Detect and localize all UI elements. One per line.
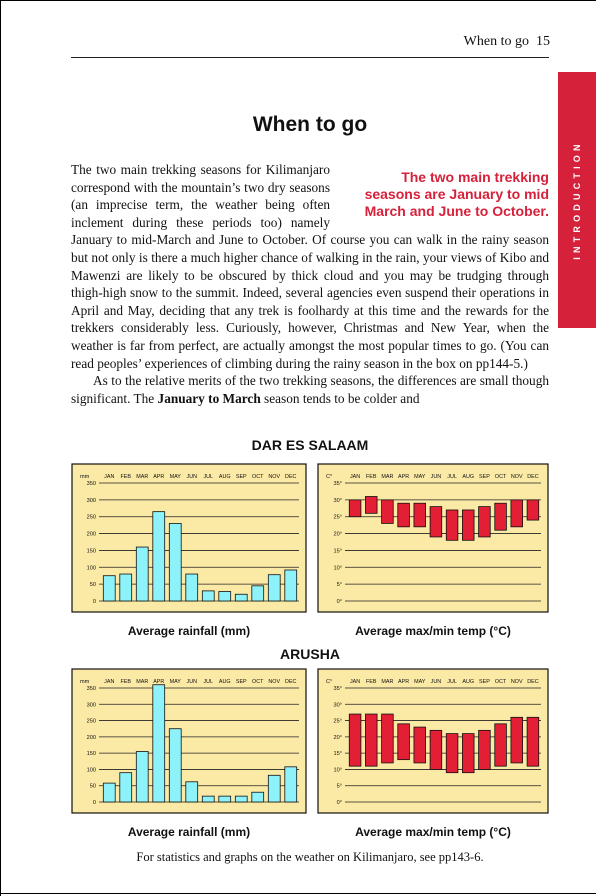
temp-range-bar	[527, 500, 539, 520]
month-label: NOV	[268, 679, 281, 685]
page-number: 15	[536, 34, 550, 49]
y-tick-label: 5°	[336, 783, 342, 790]
month-label: APR	[153, 474, 165, 480]
y-tick-label: 250	[86, 514, 96, 521]
temp-range-bar	[414, 727, 426, 763]
temp-range-bar	[495, 503, 507, 530]
month-label: OCT	[252, 474, 264, 480]
caption-dar-rainfall: Average rainfall (mm)	[127, 624, 251, 638]
rainfall-bar	[186, 782, 198, 802]
rainfall-bar	[219, 796, 231, 802]
page-title: When to go	[252, 113, 368, 136]
temp-range-bar	[527, 717, 539, 766]
month-label: FEB	[366, 474, 377, 480]
y-tick-label: 10°	[333, 565, 342, 572]
temp-range-bar	[479, 507, 491, 537]
y-tick-label: 50	[89, 582, 96, 589]
month-label: APR	[398, 679, 410, 685]
y-tick-label: 150	[86, 548, 96, 555]
temp-range-bar	[365, 496, 377, 513]
y-tick-label: 0	[92, 599, 96, 605]
month-label: SEP	[235, 474, 247, 480]
chart-dar-temp	[317, 463, 549, 613]
y-tick-label: 200	[86, 734, 96, 741]
rainfall-bar	[136, 547, 148, 601]
month-label: JUN	[186, 679, 197, 685]
month-label: AUG	[462, 474, 475, 480]
month-label: MAY	[414, 679, 426, 685]
temp-range-bar	[349, 714, 361, 766]
rainfall-bar	[169, 729, 181, 802]
y-tick-label: 35°	[333, 481, 342, 487]
axis-unit-label: mm	[80, 474, 90, 480]
month-label: JUL	[203, 679, 214, 685]
temp-range-bar	[446, 510, 458, 540]
month-label: JUL	[447, 474, 457, 480]
y-tick-label: 30°	[333, 497, 342, 504]
month-label: AUG	[462, 679, 475, 685]
y-tick-label: 100	[86, 565, 96, 572]
caption-dar-temp: Average max/min temp (°C)	[355, 624, 511, 638]
paragraph-2-end: season tends to be colder and	[260, 390, 420, 406]
month-label: NOV	[510, 679, 523, 685]
month-label: JAN	[104, 679, 115, 685]
page-border-bottom	[0, 893, 596, 894]
chart-arusha-temp	[317, 668, 549, 814]
pull-quote: The two main trekking seasons are January to mid March and June to October.	[364, 169, 549, 219]
paragraph-1	[71, 161, 549, 372]
y-tick-label: 300	[86, 497, 96, 504]
y-tick-label: 50	[89, 783, 96, 790]
y-tick-label: 25°	[333, 514, 342, 521]
month-label: APR	[398, 474, 410, 480]
month-label: MAY	[169, 474, 181, 480]
y-tick-label: 0°	[336, 599, 342, 605]
temp-range-bar	[365, 714, 377, 766]
city-heading-dar: DAR ES SALAAM	[251, 437, 369, 453]
axis-unit-label: mm	[80, 679, 90, 685]
rainfall-bar	[285, 570, 297, 601]
month-label: OCT	[494, 679, 507, 685]
rainfall-bar	[252, 792, 264, 802]
month-label: AUG	[218, 679, 231, 685]
temp-range-bar	[462, 734, 474, 773]
temp-range-bar	[511, 500, 523, 527]
month-label: SEP	[479, 474, 490, 480]
rainfall-bar	[103, 783, 115, 802]
y-tick-label: 5°	[336, 582, 342, 589]
y-tick-label: 150	[86, 751, 96, 758]
month-label: MAR	[381, 679, 394, 685]
temp-range-bar	[382, 714, 394, 763]
section-tab	[558, 72, 596, 328]
paragraph-2	[71, 372, 549, 407]
y-tick-label: 100	[86, 767, 96, 774]
y-tick-label: 30°	[333, 702, 342, 709]
temp-range-bar	[414, 503, 426, 527]
month-label: FEB	[366, 679, 377, 685]
y-tick-label: 15°	[333, 548, 342, 555]
y-tick-label: 10°	[333, 767, 342, 774]
temp-range-bar	[511, 717, 523, 763]
month-label: DEC	[285, 474, 297, 480]
temp-range-bar	[495, 724, 507, 766]
month-label: SEP	[479, 679, 490, 685]
month-label: MAR	[136, 679, 149, 685]
rainfall-bar	[202, 796, 214, 802]
y-tick-label: 0°	[336, 800, 342, 806]
y-tick-label: 300	[86, 702, 96, 709]
month-label: AUG	[218, 474, 231, 480]
rainfall-bar	[153, 685, 165, 802]
month-label: JUL	[447, 679, 457, 685]
month-label: MAY	[414, 474, 426, 480]
caption-arusha-rainfall: Average rainfall (mm)	[127, 825, 251, 839]
rainfall-bar	[169, 523, 181, 601]
month-label: JUN	[430, 474, 442, 480]
running-head	[464, 34, 550, 50]
rainfall-bar	[268, 775, 280, 802]
temp-range-bar	[430, 730, 442, 769]
month-label: DEC	[285, 679, 297, 685]
section-tab-label: INTRODUCTION	[572, 140, 582, 260]
month-label: JAN	[349, 474, 361, 480]
rainfall-bar	[186, 574, 198, 601]
paragraph-2-bold: January to March	[157, 390, 261, 406]
axis-unit-label: C°	[326, 474, 333, 480]
chart-arusha-rainfall	[71, 668, 307, 814]
y-tick-label: 250	[86, 718, 96, 725]
paragraph-1-text: The two main trekking seasons for Kilimanjaro correspond with the mountain’s two dry seasons (an imprecise term, the weather being often inclement during these periods too) namely January to mid-March and June to October. Of course you can walk in the rainy season but not only is there a much higher chance of walking in the rain, your views of Kibo and Mawenzi are likely to be obscured by thick cloud and you may be trudging through thigh-high snow to the summit. Indeed, several agencies even suspend their operations in April and May, deciding that any trek is foolhardy at this time and the rewards for the trekkers considerably less. Curiously, however, Christmas and New Year, when the weather is far from perfect, are actually amongst the most popular times to go. (You can read peoples’ experiences of climbing during the rainy season in the box on pp144-5.)	[71, 162, 549, 371]
y-tick-label: 25°	[333, 718, 342, 725]
month-label: JUN	[430, 679, 442, 685]
month-label: DEC	[527, 679, 539, 685]
paragraph-2-start: As to the relative merits of the two trekking seasons, the differences are small though significant. The	[71, 373, 549, 406]
month-label: JAN	[104, 474, 115, 480]
header-rule	[71, 57, 549, 58]
month-label: APR	[153, 679, 165, 685]
month-label: NOV	[268, 474, 281, 480]
temp-range-bar	[446, 734, 458, 773]
month-label: JUN	[186, 474, 197, 480]
y-tick-label: 200	[86, 531, 96, 538]
month-label: FEB	[120, 474, 131, 480]
rainfall-bar	[235, 796, 247, 802]
rainfall-bar	[235, 594, 247, 601]
rainfall-bar	[268, 575, 280, 601]
rainfall-bar	[153, 512, 165, 601]
month-label: MAR	[381, 474, 394, 480]
rainfall-bar	[103, 576, 115, 601]
chart-panel	[318, 464, 548, 612]
month-label: NOV	[510, 474, 523, 480]
month-label: OCT	[494, 474, 507, 480]
caption-arusha-temp: Average max/min temp (°C)	[355, 825, 511, 839]
y-tick-label: 350	[86, 686, 96, 692]
temp-range-bar	[479, 730, 491, 769]
temp-range-bar	[398, 503, 410, 527]
y-tick-label: 20°	[333, 734, 342, 741]
rainfall-bar	[252, 586, 264, 601]
y-tick-label: 0	[92, 800, 96, 806]
month-label: FEB	[120, 679, 131, 685]
y-tick-label: 350	[86, 481, 96, 487]
y-tick-label: 35°	[333, 686, 342, 692]
rainfall-bar	[120, 773, 132, 802]
month-label: MAR	[136, 474, 149, 480]
axis-unit-label: C°	[326, 679, 333, 685]
page-border-top	[0, 0, 596, 1]
rainfall-bar	[219, 592, 231, 601]
footer-note: For statistics and graphs on the weather on Kilimanjaro, see pp143-6.	[136, 850, 484, 864]
temp-range-bar	[430, 507, 442, 537]
month-label: DEC	[527, 474, 539, 480]
temp-range-bar	[398, 724, 410, 760]
rainfall-bar	[285, 767, 297, 802]
city-heading-arusha: ARUSHA	[280, 646, 340, 662]
y-tick-label: 20°	[333, 531, 342, 538]
month-label: JAN	[349, 679, 361, 685]
month-label: MAY	[169, 679, 181, 685]
month-label: SEP	[235, 679, 247, 685]
rainfall-bar	[202, 591, 214, 601]
temp-range-bar	[349, 500, 361, 517]
month-label: JUL	[203, 474, 214, 480]
running-head-title: When to go	[463, 34, 529, 49]
chart-dar-rainfall	[71, 463, 307, 613]
month-label: OCT	[252, 679, 264, 685]
body-text	[71, 161, 549, 407]
y-tick-label: 15°	[333, 751, 342, 758]
rainfall-bar	[120, 574, 132, 601]
temp-range-bar	[382, 500, 394, 524]
rainfall-bar	[136, 752, 148, 802]
temp-range-bar	[462, 510, 474, 540]
